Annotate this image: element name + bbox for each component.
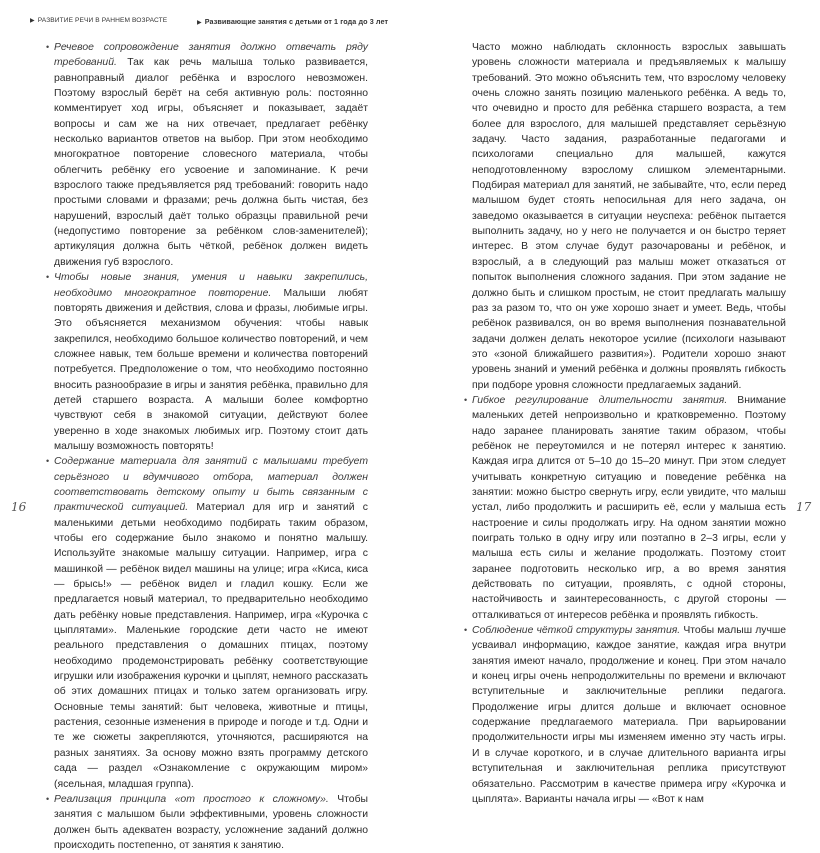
bullet-item xyxy=(464,623,786,807)
bullet-icon: • xyxy=(46,793,50,804)
left-text-column xyxy=(46,40,369,853)
bullet-lead: Гибкое регулирование длительности занятия. xyxy=(472,394,728,406)
bullet-icon: • xyxy=(46,272,50,283)
bullet-text: Материал для игр и занятий с маленькими детьми необходимо подбирать таким образом, чтобы его содержание было знакомо и понятно малышу. Используйте знакомые малышу ситуации. Например, игра с машинкой — ребёнок видел машины на улице; игра «Киса, киса — брысь!» — ребёнок видел и гладил кошку. Если же предлагается новый материал, то предварительно необходимо дать ребёнку новые представления. Например, игра «Курочка с цыплятами». Маленькие городские дети часто не имеют реального представления о домашних птицах, поэтому необходимо продемонстрировать ребёнку соответствующие игрушки или изображения курочки и цыплят, немного рассказать об этих домашних птицах и только затем организовать игру. Основные темы занятий: быт человека, животные и птицы, растения, сезонные изменения в природе и погоде и т.д. Одни и те же сюжеты закрепляются, уточняются, расширяются на разных занятиях. За основу можно взять программу детского сада — раздел «Ознакомление с окружающим миром» (ясельная, младшая группа). xyxy=(54,502,369,790)
running-head-chapter xyxy=(197,17,388,26)
bullet-text: Чтобы занятия с малышом были эффективными, уровень сложности должен быть адекватен возрасту, усложнение заданий должно происходить постепенно, от занятия к занятию. xyxy=(54,793,369,851)
bullet-text: Малыши любят повторять движения и действия, слова и фразы, любимые игры. Это объясняется механизмом обучения: чтобы навык закрепился, необходимо большое количество повторений, и чем сложнее навык, тем больше времени и количества повторений потребуется. Предположение о том, что необходимо постоянно вносить разнообразие в игры и занятия ребёнка, правильно для детей старшего возраста. А малыши более комфортно чувствуют себя в знакомой ситуации, действуют более уверенно в ходе знакомых любимых игр. Поэтому стоит дать малышу возможность повторять! xyxy=(54,287,368,452)
bullet-icon: • xyxy=(46,456,50,467)
bullet-lead: Речевое сопровождение занятия должно отвечать ряду требований. xyxy=(54,42,368,69)
bullet-lead: Чтобы новые знания, умения и навыки закрепились, необходимо многократное повторение. xyxy=(54,272,368,299)
right-page xyxy=(410,0,820,805)
right-text-column xyxy=(464,40,786,807)
bullet-text: Внимание маленьких детей непроизвольно и кратковременно. Поэтому надо заранее планировать занятие таким образом, чтобы ребёнок не переутомился и не потерял интерес к занятию. Каждая игра длится от 5–10 до 15–20 минут. При этом следует учитывать конкретную ситуацию и поведение ребёнка на занятии: можно быстро свернуть игру, если увидите, что малыш устал, либо продолжить и расширить её, если у малыша есть настроение и силы продолжать игру. На одном занятии можно поиграть только в одну игру или поэтапно в 2–3 игры, если у малыша есть силы и желание продолжать. Поэтому стоит заранее подготовить несколько игр, а во время занятия действовать по ситуации, проявлять, с одной стороны, настойчивость и заинтересованность, с другой стороны — отталкиваться от интересов ребёнка и проявлять гибкость. xyxy=(472,394,786,621)
bullet-item xyxy=(46,40,368,270)
bullet-icon: • xyxy=(46,42,50,52)
section-title: РАЗВИТИЕ РЕЧИ В РАННЕМ ВОЗРАСТЕ xyxy=(37,17,168,24)
left-page xyxy=(0,0,410,851)
chapter-title: Развивающие занятия с детьми от 1 года до 3 лет xyxy=(204,17,389,26)
bullet-item xyxy=(46,792,369,853)
bullet-icon: • xyxy=(464,394,468,405)
page-number: 17 xyxy=(796,500,812,514)
bullet-item xyxy=(464,393,786,623)
bullet-text: Так как речь малыша только развивается, равноправный диалог ребёнка и взрослого невозможен. Поэтому взрослый берёт на себя активную роль: постоянно комментирует ход игры, объясняет и показывает, задаёт вопросы и сам же на них отвечает, предлагает ребёнку несколько вариантов ответов на выбор. При этом необходимо многократное повторение словесного материала, чтобы облегчить ребёнку его усвоение и запоминание. К речи взрослого также предъявляется ряд требований: говорить надо простыми словами и фразами; речь должна быть чистая, без нарушений, взрослый даёт только образцы правильной речи (недопустимо повторение за ребёнком слов-заменителей); артикуляция должна быть чёткой, ребёнок должен видеть движения губ взрослого. xyxy=(54,57,368,268)
intro-paragraph: Часто можно наблюдать склонность взрослых завышать уровень сложности материала и предъявляемых к малышу требований. Это можно объяснить тем, что взрослому человеку очень сложно занять позицию маленького ребёнка. А ведь то, что очевидно и просто для ребёнка старшего возраста, а тем более для взрослого, для малышей представляет серьёзную задачу. Часто задания, разработанные педагогами и психологами специально для малышей, кажутся неподготовленному взрослому слишком элементарными. Подбирая материал для занятий, не забывайте, что, если перед малышом будет стоять непосильная для него задача, он заведомо оказывается в ситуации неуспеха: ребёнок пытается выполнить задачу, но у него не получается и он быстро теряет интерес. В этом случае будут разочарованы и ребёнок, и взрослый, а в следующий раз малыш может отказаться от попыток выполнения сложного задания. При этом задание не должно быть и слишком простым, не стоит предлагать малышу раз за разом то, что он уже хорошо знает и умеет. Ведь, чтобы ребёнок развивался, он во время выполнения познавательной задачи должен делать некоторое усилие (психологи называют это «зоной ближайшего развития»). Родители хорошо знают уровень знаний и умений ребёнка и должны проявлять гибкость при подборе уровня сложности предлагаемых заданий. xyxy=(472,42,786,391)
bullet-lead: Реализация принципа «от простого к сложному». xyxy=(54,793,329,805)
bullet-item xyxy=(46,270,368,454)
bullet-icon: • xyxy=(464,625,468,636)
triangle-marker-icon: ▶ xyxy=(30,18,35,24)
bullet-item xyxy=(46,454,369,792)
bullet-lead: Содержание материала для занятий с малышами требует серьёзного и вдумчивого отбора, материал должен соответствовать детскому опыту и быть связанным с практической ситуацией. xyxy=(54,456,368,514)
bullet-lead: Соблюдение чёткой структуры занятия. xyxy=(472,625,681,637)
bullet-text: Чтобы малыш лучше усваивал информацию, каждое занятие, каждая игра внутри занятия имеют начало, продолжение и конец. При этом начало и конец игры очень непродолжительны по времени и включают вступительные и заключительные реплики педагога. Продолжение игры длится дольше и включает основное содержание предлагаемого материала. При варьировании продолжительности игры мы изменяем именно эту часть игры. И в случае короткого, и в случае длительного варианта игры вступительная и заключительная реплика присутствуют обязательно. Рассмотрим в качестве примера игру «Курочка и цыплята». Варианты начала игры — «Вот к нам xyxy=(472,625,786,805)
running-head-section xyxy=(30,17,167,24)
page-number: 16 xyxy=(11,500,27,514)
triangle-marker-icon: ▶ xyxy=(197,20,202,26)
